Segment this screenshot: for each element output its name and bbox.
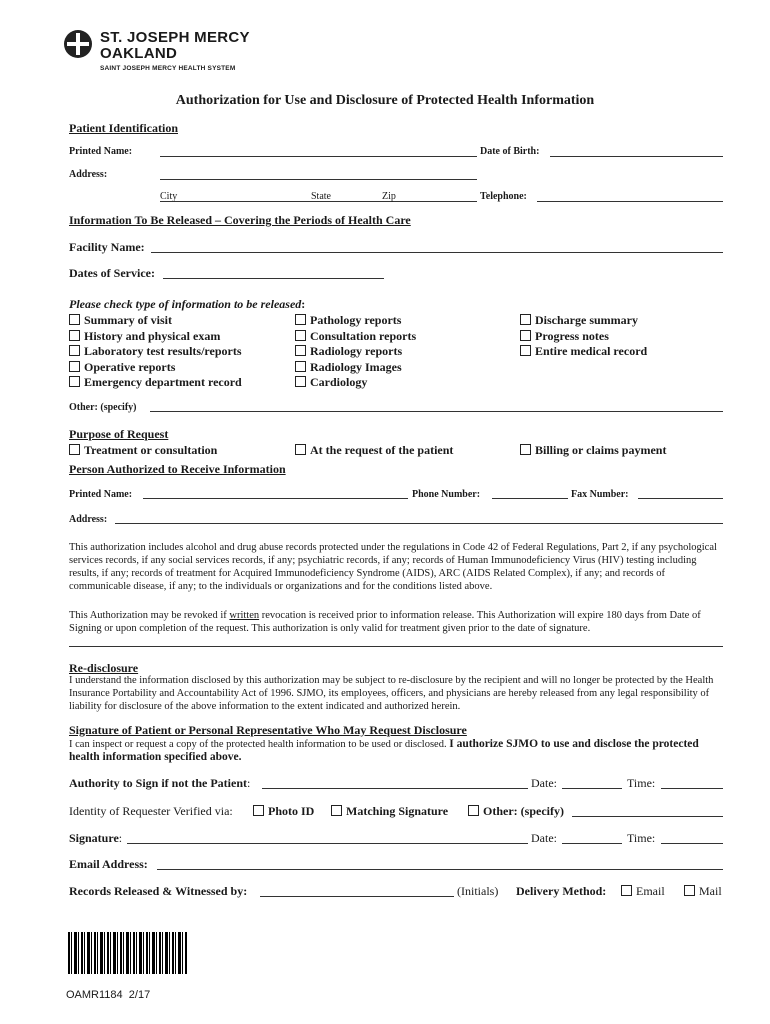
person-heading: Person Authorized to Receive Information (69, 462, 286, 476)
person-address-label: Address: (69, 514, 108, 525)
check-billing[interactable]: Billing or claims payment (520, 443, 666, 458)
authority-field[interactable] (262, 788, 528, 789)
authority-time-field[interactable] (661, 788, 723, 789)
checkbox[interactable] (520, 314, 531, 325)
revocation-paragraph: This Authorization may be revoked if written revocation is received prior to information release. This Authorization will expire 180 days from Date of Signing or upon completion of the request. This authorization is only valid for treatment given prior to the date of signature. (69, 610, 701, 634)
telephone-label: Telephone: (480, 191, 527, 202)
check-consultation[interactable]: Consultation reports (295, 329, 416, 345)
dates-label: Dates of Service: (69, 266, 155, 280)
dob-label: Date of Birth: (480, 146, 540, 157)
check-discharge-summary[interactable]: Discharge summary (520, 313, 647, 329)
check-radiology-images[interactable]: Radiology Images (295, 360, 416, 376)
checkbox[interactable] (520, 345, 531, 356)
checkbox[interactable] (621, 885, 632, 896)
delivery-email-option[interactable]: Email (621, 884, 665, 899)
logo-line3: SAINT JOSEPH MERCY HEALTH SYSTEM (100, 65, 236, 72)
checkbox[interactable] (520, 444, 531, 455)
checkbox[interactable] (69, 330, 80, 341)
signature-field[interactable] (127, 843, 528, 844)
city-label: City (160, 191, 178, 202)
checkbox[interactable] (520, 330, 531, 341)
signature-label: Signature: (69, 831, 123, 845)
address-label: Address: (69, 169, 108, 180)
check-operative-reports[interactable]: Operative reports (69, 360, 242, 376)
checkbox[interactable] (69, 314, 80, 325)
facility-field[interactable] (151, 252, 723, 253)
info-column-3 (520, 313, 647, 360)
divider (69, 646, 723, 647)
check-patient-request[interactable]: At the request of the patient (295, 443, 453, 458)
delivery-mail-option[interactable]: Mail (684, 884, 722, 899)
printed-name-field[interactable] (160, 156, 477, 157)
check-other-specify[interactable]: Other: (specify) (468, 804, 564, 819)
signature-date-field[interactable] (562, 843, 622, 844)
checkbox[interactable] (295, 314, 306, 325)
info-column-2 (295, 313, 416, 391)
authority-time-label: Time: (627, 776, 656, 790)
check-radiology-reports[interactable]: Radiology reports (295, 344, 416, 360)
checkbox[interactable] (69, 361, 80, 372)
form-code: OAMR1184 2/17 (66, 989, 151, 1001)
checkbox[interactable] (69, 345, 80, 356)
check-history-physical[interactable]: History and physical exam (69, 329, 242, 345)
identity-other-field[interactable] (572, 816, 723, 817)
check-emergency-record[interactable]: Emergency department record (69, 375, 242, 391)
checkbox[interactable] (468, 805, 479, 816)
checkbox[interactable] (331, 805, 342, 816)
email-label: Email Address: (69, 857, 148, 871)
checkbox[interactable] (295, 361, 306, 372)
check-cardiology[interactable]: Cardiology (295, 375, 416, 391)
check-pathology[interactable]: Pathology reports (295, 313, 416, 329)
info-column-1 (69, 313, 242, 391)
barcode (68, 932, 188, 974)
records-field[interactable] (260, 896, 454, 897)
checkbox[interactable] (295, 330, 306, 341)
check-treatment[interactable]: Treatment or consultation (69, 443, 217, 458)
signature-date-label: Date: (531, 831, 557, 845)
fax-field[interactable] (638, 498, 723, 499)
logo-line1: ST. JOSEPH MERCY (100, 29, 250, 46)
delivery-label: Delivery Method: (516, 884, 607, 898)
records-label: Records Released & Witnessed by: (69, 884, 248, 898)
email-field[interactable] (157, 869, 723, 870)
authorization-paragraph: This authorization includes alcohol and drug abuse records protected under the regulations in Code 42 of Federal Regulations, Part 2, if any psychological services records, if any social services records, if any; psychiatric records, if any; records of Human Immunodeficiency Virus (HIV) testing including results, if any; records of treatment for Acquired Immunodeficiency Syndrome (AIDS), ARC (AIDS Related Complex), if any; and records of communicable disease, if any; to the individuals or organizations and for the conditions listed above. (69, 542, 717, 592)
checkbox[interactable] (69, 376, 80, 387)
checkbox[interactable] (684, 885, 695, 896)
redisclosure-heading: Re-disclosure (69, 661, 139, 675)
logo-line2: OAKLAND (100, 45, 178, 62)
person-name-label: Printed Name: (69, 489, 133, 500)
zip-label: Zip (382, 191, 396, 202)
authority-label: Authority to Sign if not the Patient: (69, 776, 251, 790)
check-photo-id[interactable]: Photo ID (253, 804, 314, 819)
redisclosure-text: I understand the information disclosed by this authorization may be subject to re-disclosure by the recipient and will no longer be protected by the Health Insurance Portability and Accountability Act of 1996. SJMO, its employees, officers, and physicians are hereby released from any legal responsibility of liability for disclosure of the above information to the extent indicated and authorized herein. (69, 675, 714, 712)
state-label: State (311, 191, 331, 202)
printed-name-label: Printed Name: (69, 146, 133, 157)
other-label: Other: (specify) (69, 402, 137, 413)
purpose-heading: Purpose of Request (69, 427, 169, 441)
info-heading: Information To Be Released – Covering the Periods of Health Care (69, 213, 411, 227)
checkbox[interactable] (295, 376, 306, 387)
check-prompt: Please check type of information to be released: (69, 297, 306, 311)
signature-time-label: Time: (627, 831, 656, 845)
signature-heading: Signature of Patient or Personal Representative Who May Request Disclosure (69, 723, 467, 737)
check-progress-notes[interactable]: Progress notes (520, 329, 647, 345)
telephone-field[interactable] (537, 201, 723, 202)
check-lab-results[interactable]: Laboratory test results/reports (69, 344, 242, 360)
dob-field[interactable] (550, 156, 723, 157)
initials-label: (Initials) (457, 884, 499, 898)
identity-label: Identity of Requester Verified via: (69, 804, 233, 818)
signature-time-field[interactable] (661, 843, 723, 844)
check-summary-of-visit[interactable]: Summary of visit (69, 313, 242, 329)
other-field[interactable] (150, 411, 723, 412)
dates-field[interactable] (163, 278, 384, 279)
address-field[interactable] (160, 179, 477, 180)
signature-text: I can inspect or request a copy of the protected health information to be used or disclosed. I authorize SJMO to use and disclose the protected health information specified above. (69, 738, 699, 763)
person-name-field[interactable] (143, 498, 408, 499)
facility-label: Facility Name: (69, 240, 145, 254)
checkbox[interactable] (253, 805, 264, 816)
patient-heading: Patient Identification (69, 121, 178, 135)
authority-date-label: Date: (531, 776, 557, 790)
person-address-field[interactable] (115, 523, 723, 524)
page-title: Authorization for Use and Disclosure of Protected Health Information (175, 93, 595, 108)
fax-label: Fax Number: (571, 489, 629, 500)
checkbox[interactable] (295, 345, 306, 356)
phone-field[interactable] (492, 498, 568, 499)
logo-cross-icon (64, 30, 92, 58)
check-matching-signature[interactable]: Matching Signature (331, 804, 448, 819)
phone-label: Phone Number: (412, 489, 481, 500)
authority-date-field[interactable] (562, 788, 622, 789)
check-entire-record[interactable]: Entire medical record (520, 344, 647, 360)
checkbox[interactable] (69, 444, 80, 455)
checkbox[interactable] (295, 444, 306, 455)
